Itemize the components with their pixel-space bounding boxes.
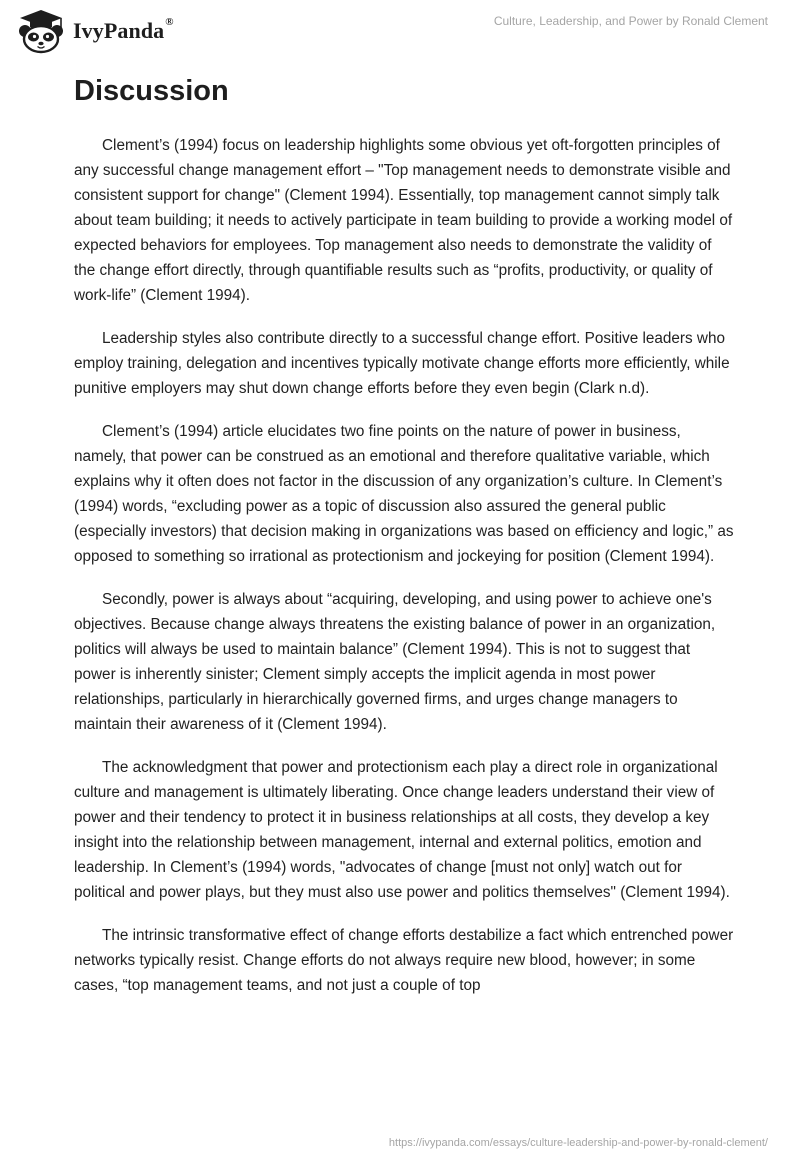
paragraph: The acknowledgment that power and protectionism each play a direct role in organizational culture and management is ultimately liberating. Once change leaders understand their view of power and their tendency to protect it in business relationships at all costs, they develop a key insight into the relationship between management, internal and external politics, emotion and leadership. In Clement’s (1994) words, "advocates of change [must not only] watch out for political and power plays, but they must also use power and politics themselves" (Clement 1994). xyxy=(74,759,730,901)
paragraph: Clement’s (1994) focus on leadership highlights some obvious yet oft-forgotten principles of any successful change management effort – "Top management needs to demonstrate visible and consistent support for change" (Clement 1994). Essentially, top management cannot simply talk about team building; it needs to actively participate in team building to provide a working model of expected behaviors for employees. Top management also needs to demonstrate the validity of the change effort directly, through quantifiable results such as “profits, productivity, or quality of work-life” (Clement 1994). xyxy=(74,137,733,304)
paragraph: The intrinsic transformative effect of change efforts destabilize a fact which entrenched power networks typically resist. Change efforts do not always require new blood, however; in some cases, “top management teams, and not just a couple of top xyxy=(74,927,734,994)
logo-text: IvyPanda xyxy=(73,18,165,43)
panda-graduate-icon xyxy=(16,8,66,54)
document-title: Culture, Leadership, and Power by Ronald Clement xyxy=(493,14,768,28)
registered-mark: ® xyxy=(165,16,174,28)
section-heading: Discussion xyxy=(74,75,229,107)
essay-body xyxy=(74,133,734,1016)
paragraph: Secondly, power is always about “acquiring, developing, and using power to achieve one's objectives. Because change always threatens the existing balance of power in an organization, politics will always be used to maintain balance” (Clement 1994). This is not to suggest that power is inherently sinister; Clement simply accepts the implicit agenda in most power relationships, particularly in hierarchically governed firms, and urges change managers to maintain their awareness of it (Clement 1994). xyxy=(74,591,716,733)
paragraph: Clement’s (1994) article elucidates two fine points on the nature of power in business, namely, that power can be construed as an emotional and therefore qualitative variable, which explains why it often does not factor in the discussion of any organization’s culture. In Clement’s (1994) words, “excluding power as a topic of discussion also assured the general public (especially investors) that decision making in organizations was based on efficiency and logic,” as opposed to something so irrational as protectionism and jockeying for position (Clement 1994). xyxy=(74,423,734,565)
logo-wordmark xyxy=(73,18,174,44)
source-url[interactable]: https://ivypanda.com/essays/culture-leadership-and-power-by-ronald-clement/ xyxy=(388,1137,768,1149)
page-header xyxy=(0,0,800,60)
ivypanda-logo[interactable] xyxy=(16,8,174,54)
paragraph: Leadership styles also contribute directly to a successful change effort. Positive leaders who employ training, delegation and incentives typically motivate change efforts more efficiently, while punitive employers may shut down change efforts before they even begin (Clark n.d). xyxy=(74,330,730,397)
